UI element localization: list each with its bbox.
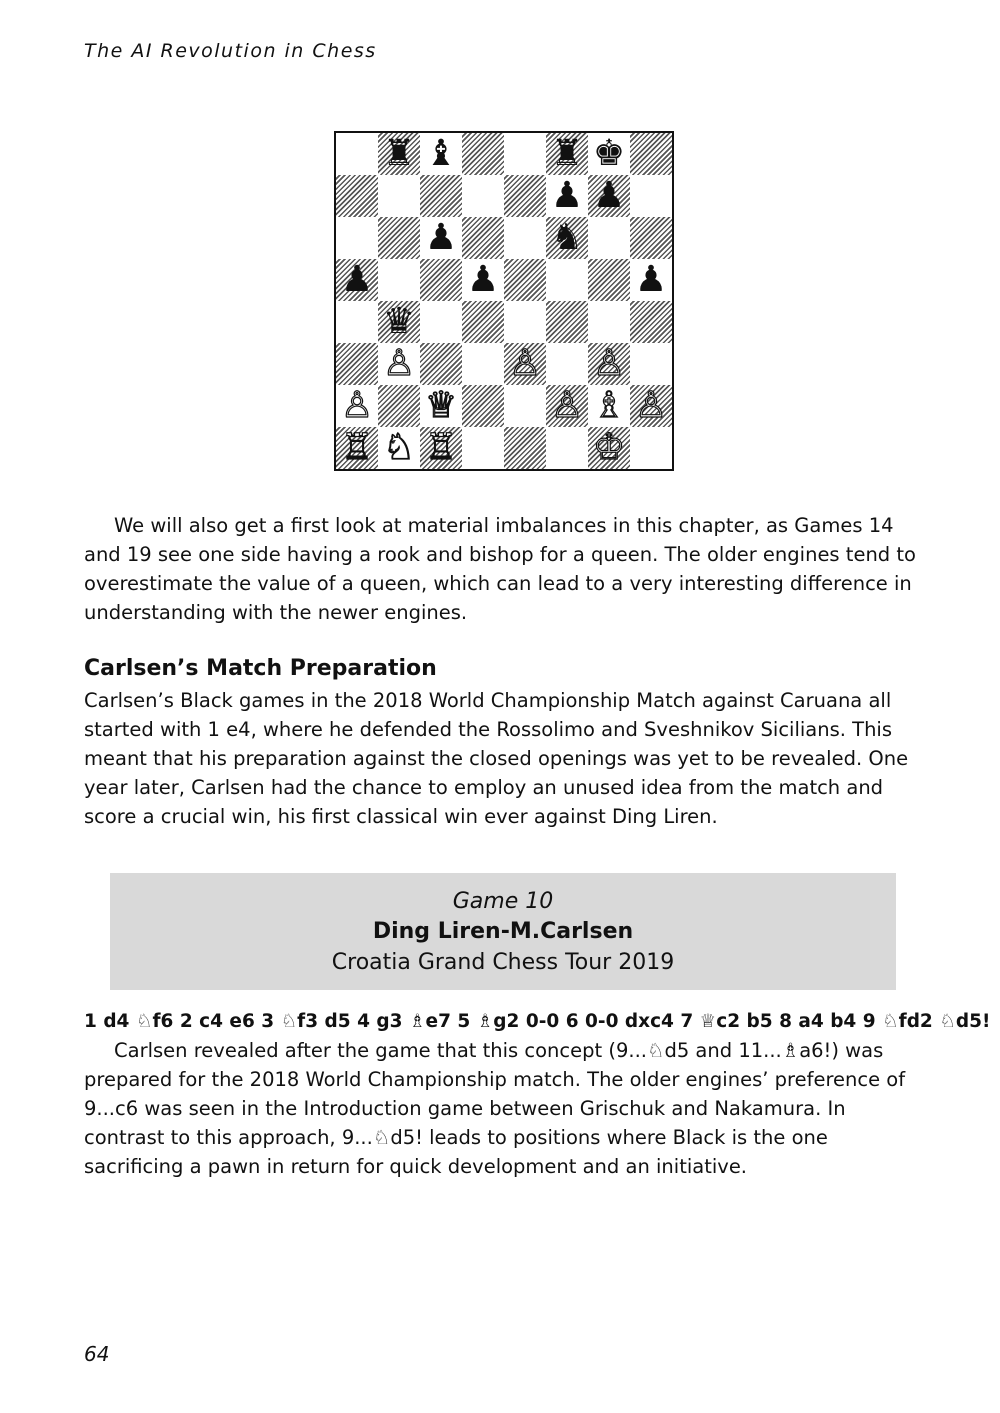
chess-piece-black-d5: ♟: [466, 259, 500, 300]
board-square-d2: [462, 385, 504, 427]
board-square-h8: [630, 133, 672, 175]
chess-piece-black-b8: ♜: [382, 133, 416, 174]
board-square-e8: [504, 133, 546, 175]
board-square-a7: [336, 175, 378, 217]
section-heading: Carlsen’s Match Preparation: [84, 656, 437, 681]
board-square-d7: [462, 175, 504, 217]
chess-piece-white-g1: ♔: [592, 427, 626, 468]
board-square-b2: [378, 385, 420, 427]
board-square-c3: [420, 343, 462, 385]
board-square-a8: [336, 133, 378, 175]
board-square-f5: [546, 259, 588, 301]
board-square-a3: [336, 343, 378, 385]
board-square-h6: [630, 217, 672, 259]
board-square-h3: [630, 343, 672, 385]
board-square-e6: [504, 217, 546, 259]
board-square-d3: [462, 343, 504, 385]
running-head: The AI Revolution in Chess: [84, 40, 377, 62]
board-square-d6: [462, 217, 504, 259]
game-event: Croatia Grand Chess Tour 2019: [331, 950, 675, 975]
chess-piece-white-h2: ♙: [634, 385, 668, 426]
game-header-box: [110, 873, 896, 990]
board-square-f3: [546, 343, 588, 385]
board-square-a4: [336, 301, 378, 343]
board-square-e2: [504, 385, 546, 427]
commentary-paragraph: Carlsen revealed after the game that this concept (9...♘d5 and 11...♗a6!) was prepared for the 2018 World Championship match. The older engines’ preference of 9...c6 was seen in the Introduction game between Grischuk and Nakamura. In contrast to this approach, 9...♘d5! leads to positions where Black is the one sacrificing a pawn in return for quick development and an initiative.: [84, 1039, 906, 1178]
chess-piece-black-g8: ♚: [592, 133, 626, 174]
board-square-c4: [420, 301, 462, 343]
match-preparation-paragraph: Carlsen’s Black games in the 2018 World Championship Match against Caruana all started with 1 e4, where he defended the Rossolimo and Sveshnikov Sicilians. This meant that his preparation against the closed openings was yet to be revealed. One year later, Carlsen had the chance to employ an unused idea from the match and score a crucial win, his first classical win ever against Ding Liren.: [84, 689, 909, 828]
chess-piece-white-a1: ♖: [340, 427, 374, 468]
board-square-g5: [588, 259, 630, 301]
board-square-c5: [420, 259, 462, 301]
board-square-f1: [546, 427, 588, 469]
board-square-a6: [336, 217, 378, 259]
chess-piece-white-b3: ♙: [382, 343, 416, 384]
game-number: Game 10: [452, 889, 554, 914]
chess-piece-white-e3: ♙: [508, 343, 542, 384]
chess-piece-white-g2: ♗: [592, 385, 626, 426]
chess-piece-white-f2: ♙: [550, 385, 584, 426]
board-square-c7: [420, 175, 462, 217]
board-square-d4: [462, 301, 504, 343]
board-square-d1: [462, 427, 504, 469]
board-square-b7: [378, 175, 420, 217]
intro-paragraph: We will also get a first look at material imbalances in this chapter, as Games 14 and 19 see one side having a rook and bishop for a queen. The older engines tend to overestimate the value of a queen, which can lead to a very interesting difference in understanding with the newer engines.: [84, 514, 916, 624]
chess-piece-black-f6: ♞: [550, 217, 584, 258]
chess-piece-black-b4: ♛: [382, 301, 416, 342]
chess-piece-black-f7: ♟: [550, 175, 584, 216]
game-players: Ding Liren-M.Carlsen: [372, 919, 634, 944]
board-square-g4: [588, 301, 630, 343]
board-square-e5: [504, 259, 546, 301]
chess-piece-white-g3: ♙: [592, 343, 626, 384]
board-square-h4: [630, 301, 672, 343]
chess-piece-white-c2: ♕: [424, 385, 458, 426]
board-square-d8: [462, 133, 504, 175]
chess-diagram: [334, 131, 674, 471]
board-square-b6: [378, 217, 420, 259]
board-square-h7: [630, 175, 672, 217]
chess-piece-black-h5: ♟: [634, 259, 668, 300]
chess-piece-white-c1: ♖: [424, 427, 458, 468]
chess-piece-black-c6: ♟: [424, 217, 458, 258]
game-moves: 1 d4 ♘f6 2 c4 e6 3 ♘f3 d5 4 g3 ♗e7 5 ♗g2 0-0 6 0-0 dxc4 7 ♕c2 b5 8 a4 b4 9 ♘fd2 ♘d5!: [84, 1011, 991, 1032]
board-square-e4: [504, 301, 546, 343]
chess-piece-white-b1: ♘: [382, 427, 416, 468]
page-number: 64: [84, 1342, 110, 1366]
chess-piece-black-g7: ♟: [592, 175, 626, 216]
chess-piece-black-f8: ♜: [550, 133, 584, 174]
board-square-g6: [588, 217, 630, 259]
board-square-b5: [378, 259, 420, 301]
board-square-f4: [546, 301, 588, 343]
chess-piece-black-a5: ♟: [340, 259, 374, 300]
board-square-e1: [504, 427, 546, 469]
board-square-h1: [630, 427, 672, 469]
chess-piece-white-a2: ♙: [340, 385, 374, 426]
chess-piece-black-c8: ♝: [424, 133, 458, 174]
board-square-e7: [504, 175, 546, 217]
